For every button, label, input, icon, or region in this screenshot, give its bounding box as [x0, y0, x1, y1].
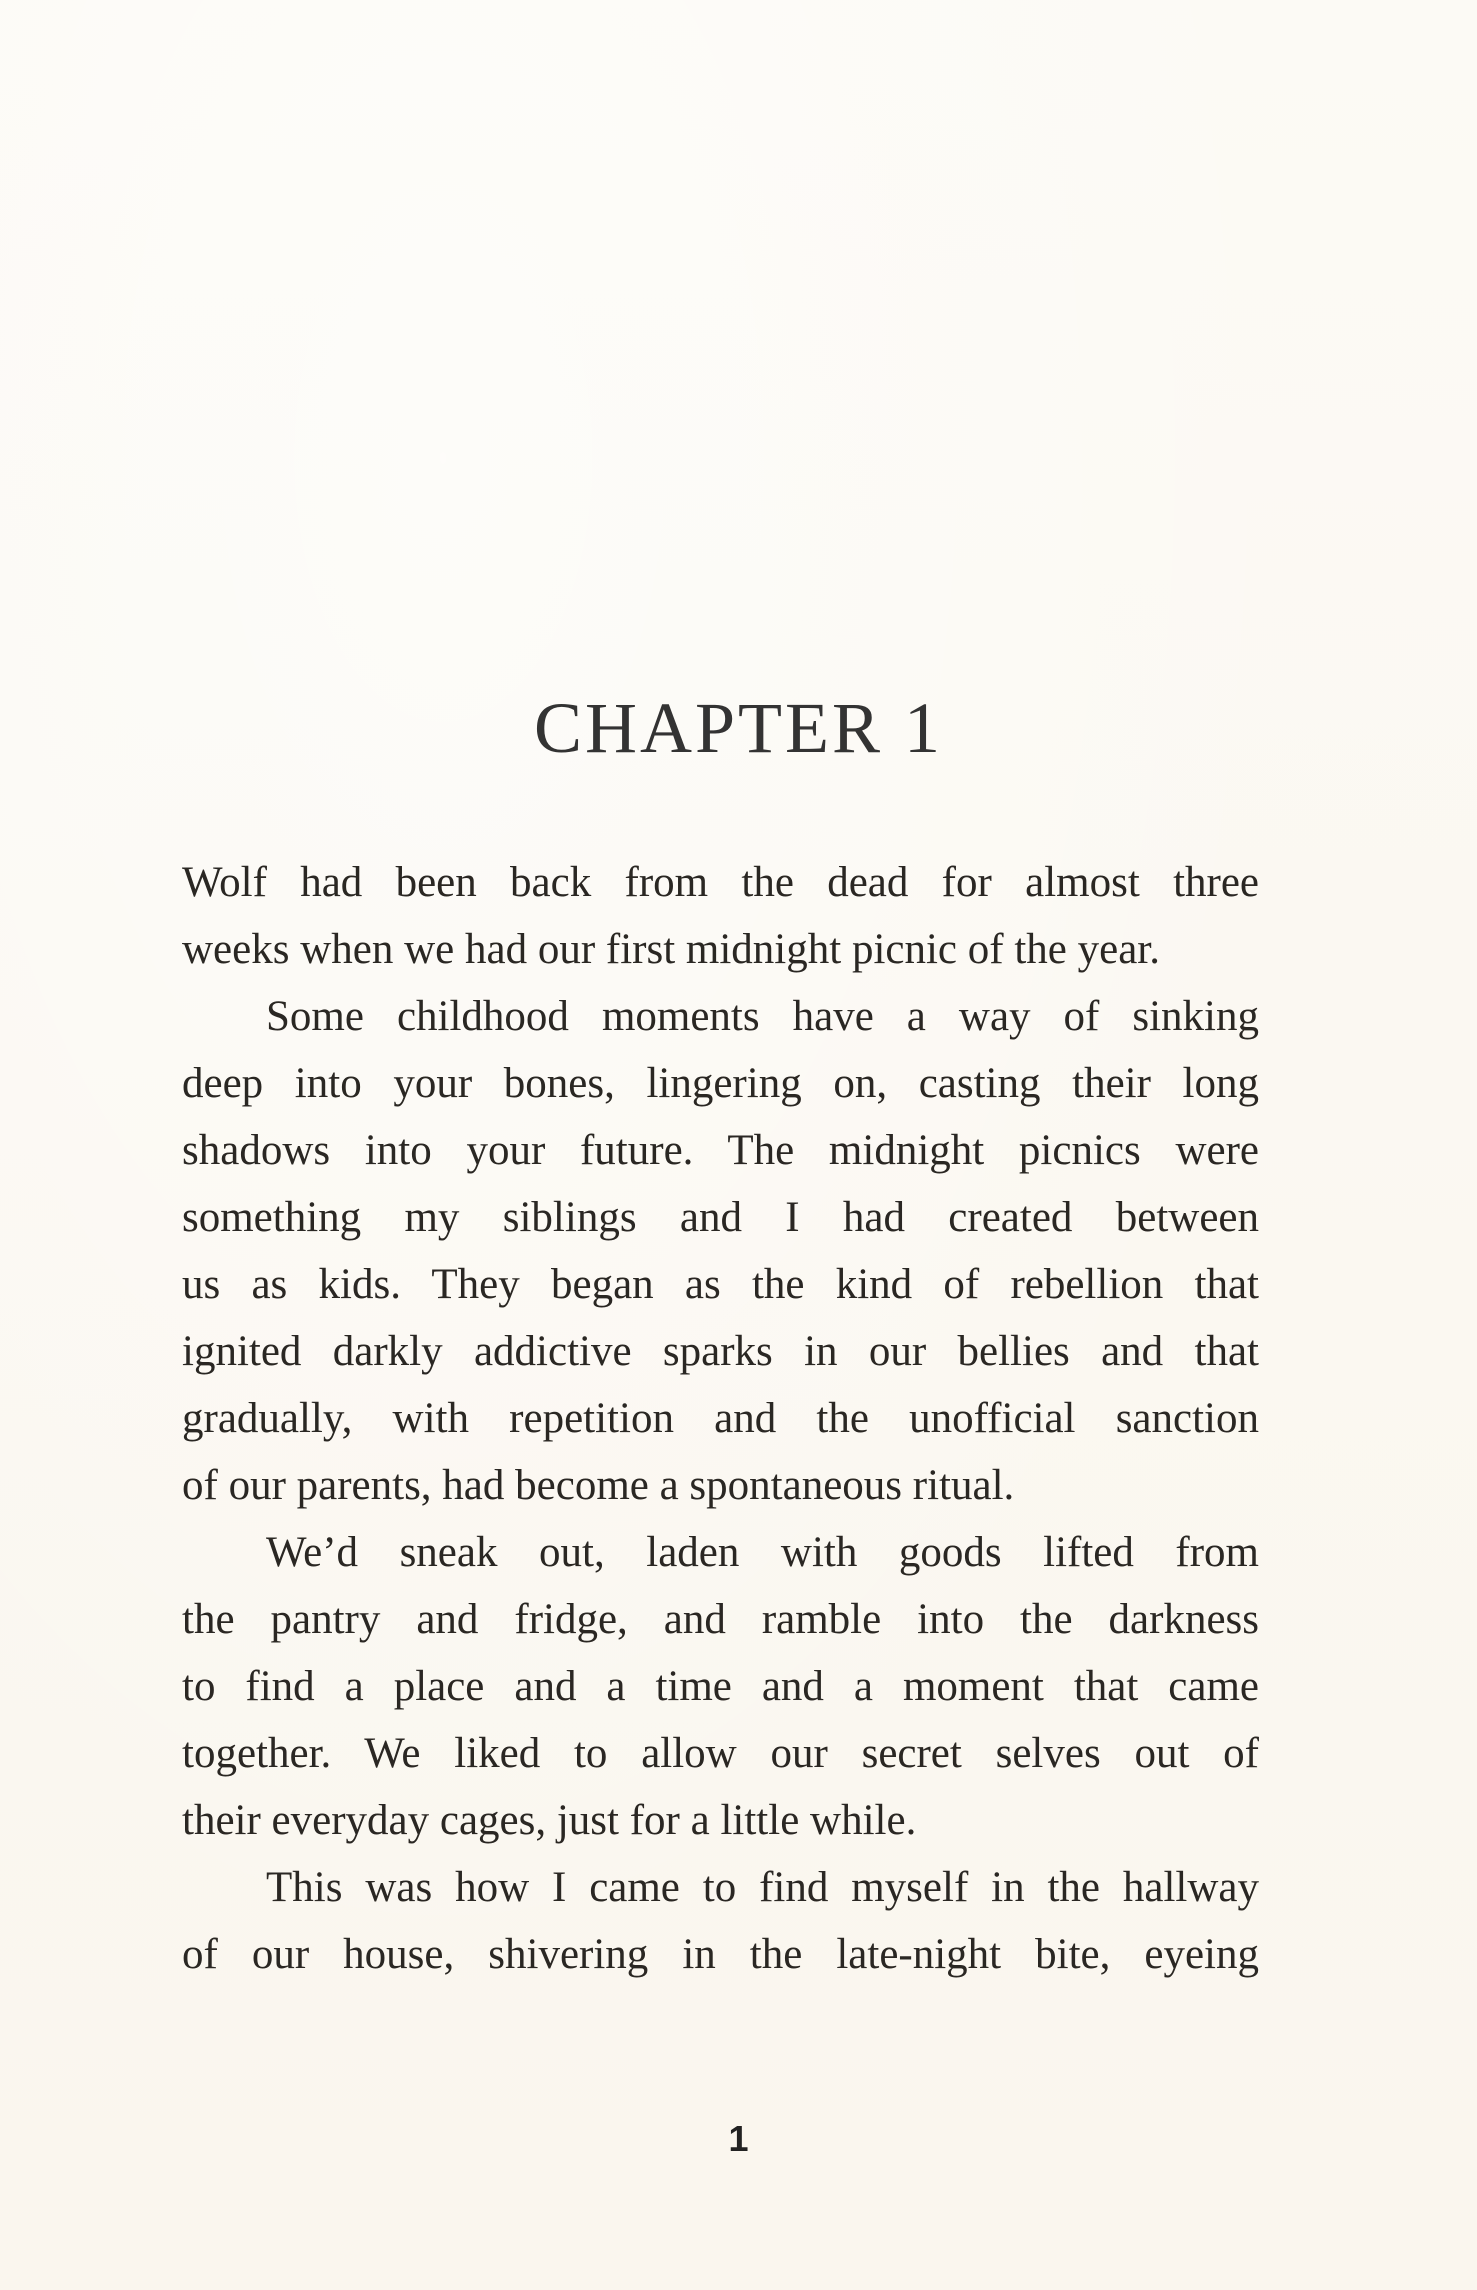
text-line: something my siblings and I had created between	[182, 1194, 1259, 1241]
text-line: We’d sneak out, laden with goods lifted from	[266, 1529, 1259, 1576]
text-line: weeks when we had our first midnight picnic of the year.	[182, 926, 1160, 973]
text-line: This was how I came to find myself in the hallway	[266, 1864, 1259, 1911]
page-number: 1	[728, 2118, 749, 2159]
text-line: of our house, shivering in the late-night bite, eyeing	[182, 1931, 1259, 1978]
text-line: us as kids. They began as the kind of rebellion that	[182, 1261, 1259, 1308]
text-line: the pantry and fridge, and ramble into the darkness	[182, 1596, 1259, 1643]
text-line: gradually, with repetition and the unofficial sanction	[182, 1395, 1259, 1442]
text-line: Wolf had been back from the dead for almost three	[182, 859, 1259, 906]
text-line: shadows into your future. The midnight picnics were	[182, 1127, 1259, 1174]
text-line: together. We liked to allow our secret selves out of	[182, 1730, 1259, 1777]
text-line: their everyday cages, just for a little while.	[182, 1797, 917, 1844]
body-text	[182, 849, 1259, 1988]
text-line: ignited darkly addictive sparks in our bellies and that	[182, 1328, 1259, 1375]
text-line: Some childhood moments have a way of sinking	[266, 993, 1259, 1040]
text-line: deep into your bones, lingering on, casting their long	[182, 1060, 1259, 1107]
text-line: to find a place and a time and a moment that came	[182, 1663, 1259, 1710]
text-line: of our parents, had become a spontaneous ritual.	[182, 1462, 1015, 1509]
chapter-title: CHAPTER 1	[533, 688, 944, 768]
